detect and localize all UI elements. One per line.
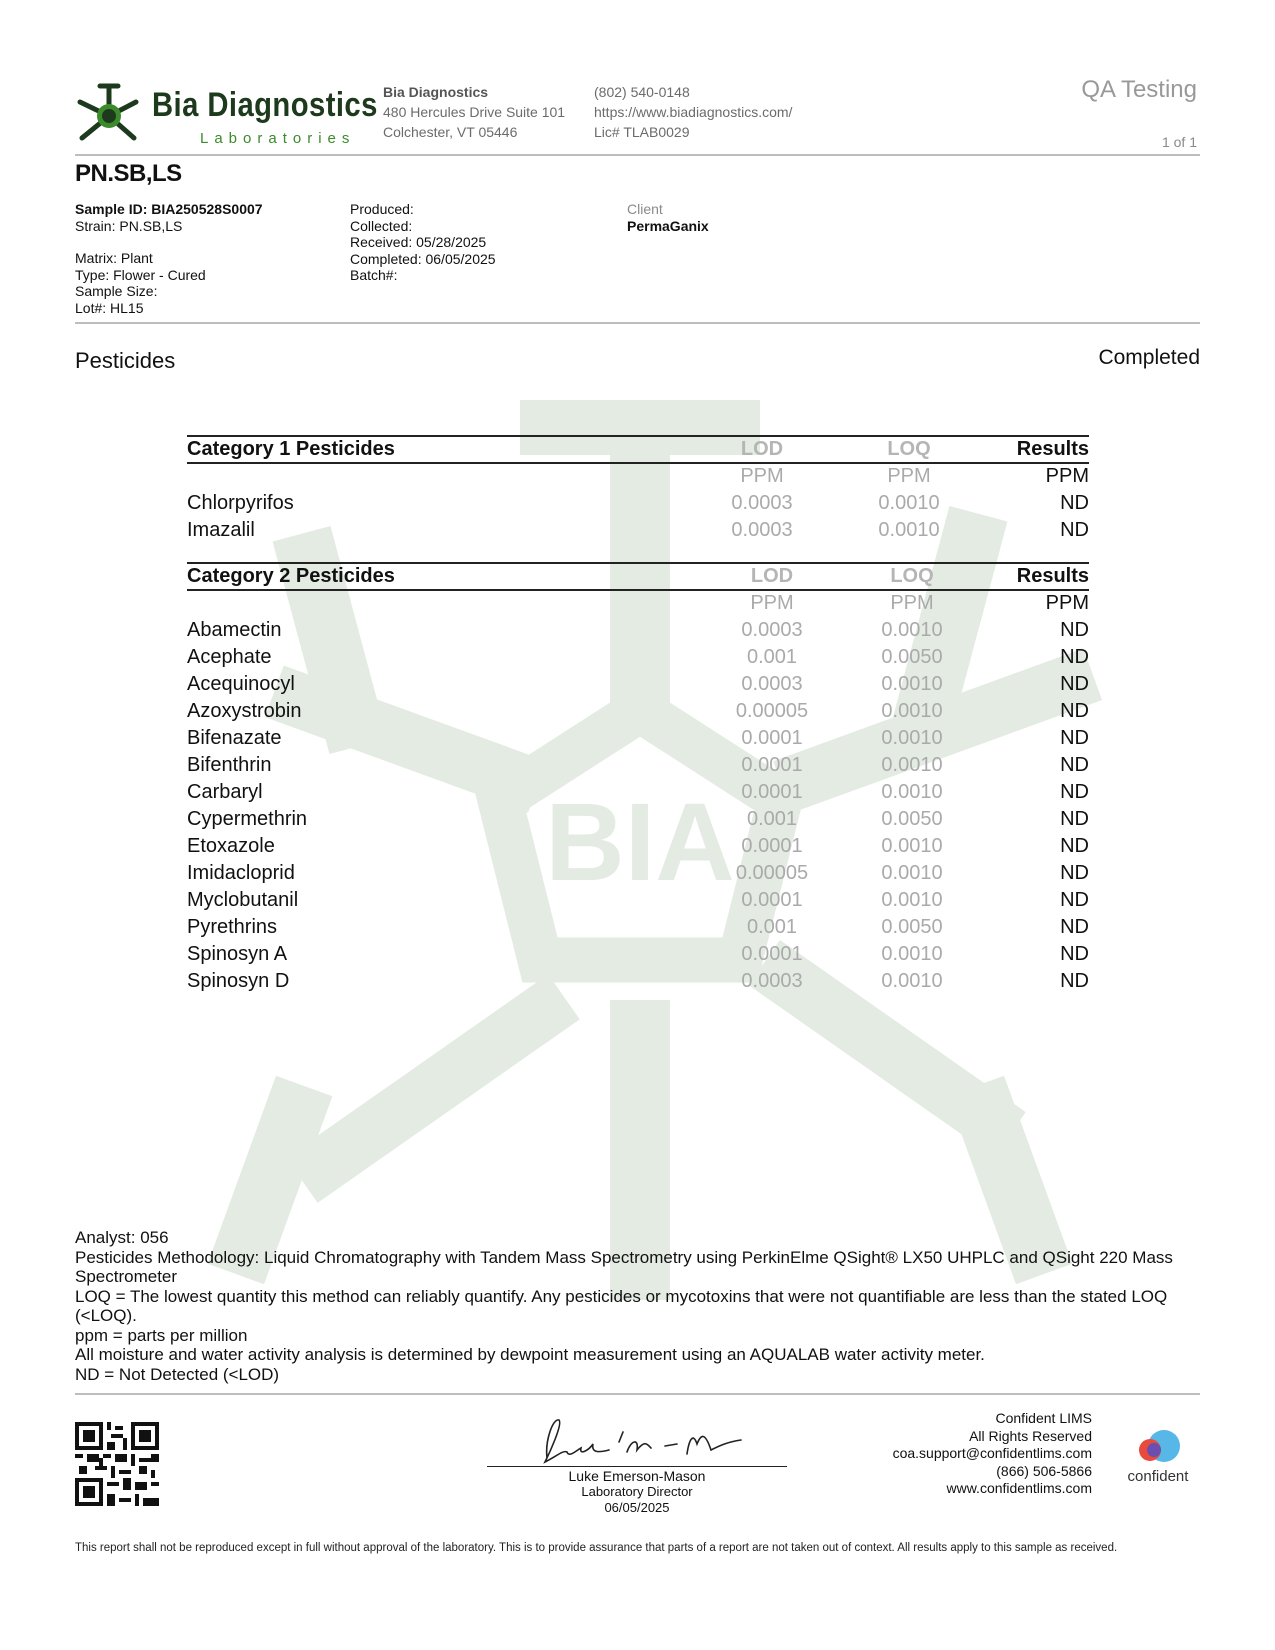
lod-value: 0.0001 — [741, 781, 803, 803]
result-value: ND — [1060, 519, 1089, 541]
sample-strain: Strain: PN.SB,LS — [75, 217, 183, 234]
section-status: Completed — [1098, 346, 1200, 369]
watermark-text: BIA — [545, 781, 735, 904]
table-row — [187, 969, 1089, 996]
date-completed: Completed: 06/05/2025 — [350, 250, 496, 267]
loq-value: 0.0010 — [881, 943, 943, 965]
analyte-name: Cypermethrin — [187, 808, 308, 830]
lod-value: 0.0001 — [741, 943, 803, 965]
analyte-name: Spinosyn D — [187, 970, 290, 992]
results-header: Results — [1016, 565, 1089, 587]
lod-value: 0.0001 — [741, 889, 803, 911]
analyte-name: Bifenazate — [187, 727, 282, 749]
analyte-name: Bifenthrin — [187, 754, 272, 776]
loq-value: 0.0010 — [881, 970, 943, 992]
table-header — [187, 564, 1089, 591]
lab-url[interactable]: https://www.biadiagnostics.com/ — [594, 104, 793, 120]
loq-definition: LOQ = The lowest quantity this method can reliably quantify. Any pesticides or mycotoxins that were not quantifiable are less than the stated LOQ (<LOQ). — [75, 1286, 1168, 1325]
loq-unit: PPM — [890, 592, 934, 614]
lod-header: LOD — [740, 438, 784, 460]
sample-type: Type: Flower - Cured — [75, 266, 206, 283]
result-value: ND — [1060, 646, 1089, 668]
lod-value: 0.00005 — [735, 862, 809, 884]
moisture-note: All moisture and water activity analysis is determined by dewpoint measurement using an AQUALAB water activity meter. — [75, 1345, 985, 1364]
molecule-icon — [74, 80, 144, 152]
lims-email[interactable]: coa.support@confidentlims.com — [892, 1445, 1092, 1461]
loq-value: 0.0050 — [881, 808, 943, 830]
loq-value: 0.0010 — [881, 862, 943, 884]
analyte-name: Abamectin — [187, 619, 282, 641]
footer-divider — [75, 1393, 1200, 1395]
signatory-name: Luke Emerson-Mason — [568, 1468, 706, 1484]
analyte-name: Carbaryl — [187, 781, 263, 803]
page-number: 1 of 1 — [1161, 134, 1197, 150]
lab-address-line1: 480 Hercules Drive Suite 101 — [383, 104, 566, 120]
sample-name: PN.SB,LS — [75, 160, 182, 187]
result-value: ND — [1060, 862, 1089, 884]
lod-value: 0.0001 — [741, 754, 803, 776]
table-title: Category 2 Pesticides — [187, 565, 395, 587]
loq-value: 0.0010 — [881, 754, 943, 776]
client-block — [627, 201, 709, 234]
result-value: ND — [1060, 970, 1089, 992]
date-collected: Collected: — [350, 217, 413, 234]
lab-address-block — [383, 82, 565, 142]
lod-value: 0.00005 — [735, 700, 809, 722]
lims-rights: All Rights Reserved — [969, 1427, 1092, 1444]
table-row — [187, 618, 1089, 645]
result-value: ND — [1060, 727, 1089, 749]
table-row — [187, 672, 1089, 699]
lab-logo — [74, 80, 378, 152]
loq-value: 0.0010 — [878, 492, 940, 514]
client-label: Client — [627, 201, 663, 217]
table-row — [187, 518, 1089, 545]
methodology: Pesticides Methodology: Liquid Chromatography with Tandem Mass Spectrometry using PerkinElme QSight® LX50 UHPLC and QSight 220 Mass Spectrometer — [75, 1247, 1173, 1286]
result-value: ND — [1060, 700, 1089, 722]
ppm-definition: ppm = parts per million — [75, 1325, 248, 1345]
confident-logo-icon — [1118, 1428, 1198, 1468]
brand-sub: Laboratories — [200, 130, 356, 147]
analyte-name: Myclobutanil — [187, 889, 299, 911]
loq-value: 0.0050 — [881, 646, 943, 668]
analyte-name: Pyrethrins — [187, 916, 278, 938]
lab-address-line2: Colchester, VT 05446 — [383, 124, 518, 140]
lod-value: 0.0003 — [731, 519, 793, 541]
signature-image — [527, 1410, 747, 1470]
result-value: ND — [1060, 492, 1089, 514]
date-received: Received: 05/28/2025 — [350, 234, 487, 250]
result-value: ND — [1060, 808, 1089, 830]
lod-value: 0.001 — [746, 916, 798, 938]
result-unit: PPM — [1045, 592, 1089, 614]
lod-value: 0.0003 — [741, 970, 803, 992]
confident-word: confident — [1127, 1468, 1189, 1485]
lims-info — [893, 1410, 1092, 1498]
table-row — [187, 834, 1089, 861]
unit-row — [187, 464, 1089, 491]
loq-header: LOQ — [887, 438, 931, 460]
table-row — [187, 753, 1089, 780]
table-row — [187, 491, 1089, 518]
result-value: ND — [1060, 781, 1089, 803]
sample-matrix: Matrix: Plant — [75, 250, 153, 266]
analyte-name: Imazalil — [187, 519, 255, 541]
table-row — [187, 780, 1089, 807]
analyte-name: Spinosyn A — [187, 943, 288, 965]
analyst: Analyst: 056 — [75, 1228, 169, 1247]
unit-row — [187, 591, 1089, 618]
sample-info — [75, 201, 263, 316]
analyte-name: Chlorpyrifos — [187, 492, 294, 514]
brand-name: Bia Diagnostics — [152, 86, 378, 124]
loq-value: 0.0010 — [881, 700, 943, 722]
result-value: ND — [1060, 619, 1089, 641]
analyte-name: Etoxazole — [187, 835, 275, 857]
qr-code[interactable] — [75, 1422, 159, 1506]
table-row — [187, 942, 1089, 969]
result-value: ND — [1060, 673, 1089, 695]
table-title: Category 1 Pesticides — [187, 438, 395, 460]
nd-definition: ND = Not Detected (<LOD) — [75, 1364, 280, 1384]
signatory-role: Laboratory Director — [581, 1484, 693, 1499]
header-divider — [75, 154, 1200, 156]
sample-lot: Lot#: HL15 — [75, 299, 144, 316]
table-row — [187, 915, 1089, 942]
result-value: ND — [1060, 916, 1089, 938]
result-value: ND — [1060, 754, 1089, 776]
loq-value: 0.0010 — [881, 889, 943, 911]
lims-phone: (866) 506-5866 — [996, 1462, 1092, 1479]
table-row — [187, 699, 1089, 726]
lab-license: Lic# TLAB0029 — [594, 124, 690, 140]
report-title: QA Testing — [1081, 76, 1197, 103]
sample-id: Sample ID: BIA250528S0007 — [75, 201, 263, 217]
loq-value: 0.0010 — [881, 673, 943, 695]
confident-logo — [1118, 1428, 1198, 1488]
loq-value: 0.0010 — [881, 835, 943, 857]
lab-contact-block — [594, 82, 792, 142]
signature-date: 06/05/2025 — [604, 1500, 670, 1515]
lod-value: 0.001 — [746, 808, 798, 830]
table-row — [187, 645, 1089, 672]
lod-value: 0.001 — [746, 646, 798, 668]
loq-unit: PPM — [887, 465, 931, 487]
lod-value: 0.0003 — [741, 619, 803, 641]
info-divider — [75, 322, 1200, 324]
lod-value: 0.0001 — [741, 727, 803, 749]
lod-unit: PPM — [750, 592, 794, 614]
result-value: ND — [1060, 889, 1089, 911]
sample-size: Sample Size: — [75, 283, 158, 299]
result-value: ND — [1060, 943, 1089, 965]
table-row — [187, 807, 1089, 834]
loq-value: 0.0010 — [878, 519, 940, 541]
section-title: Pesticides — [75, 348, 176, 373]
lims-name: Confident LIMS — [995, 1410, 1092, 1426]
lod-value: 0.0001 — [741, 835, 803, 857]
client-name: PermaGanix — [627, 217, 709, 234]
table-row — [187, 888, 1089, 915]
lab-phone: (802) 540-0148 — [594, 84, 690, 100]
lab-name: Bia Diagnostics — [383, 84, 489, 100]
analyte-name: Acephate — [187, 646, 272, 668]
lod-header: LOD — [750, 565, 794, 587]
method-notes — [75, 1228, 1200, 1384]
result-unit: PPM — [1045, 465, 1089, 487]
results-header: Results — [1016, 438, 1089, 460]
loq-value: 0.0010 — [881, 781, 943, 803]
lod-unit: PPM — [740, 465, 784, 487]
lod-value: 0.0003 — [731, 492, 793, 514]
lod-value: 0.0003 — [741, 673, 803, 695]
batch-number: Batch#: — [350, 267, 398, 283]
table-header — [187, 437, 1089, 464]
loq-header: LOQ — [890, 565, 934, 587]
date-produced: Produced: — [350, 201, 414, 217]
table-row — [187, 726, 1089, 753]
category-2-table — [187, 562, 1089, 996]
analyte-name: Azoxystrobin — [187, 700, 302, 722]
analyte-name: Imidacloprid — [187, 862, 295, 884]
loq-value: 0.0010 — [881, 619, 943, 641]
disclaimer: This report shall not be reproduced except in full without approval of the laboratory. This is to provide assurance that parts of a report are not taken out of context. All results apply to this sample as received. — [75, 1542, 1118, 1554]
loq-value: 0.0010 — [881, 727, 943, 749]
result-value: ND — [1060, 835, 1089, 857]
loq-value: 0.0050 — [881, 916, 943, 938]
sample-dates — [350, 201, 496, 284]
lims-url[interactable]: www.confidentlims.com — [946, 1480, 1092, 1496]
analyte-name: Acequinocyl — [187, 673, 295, 695]
category-1-table — [187, 435, 1089, 545]
table-row — [187, 861, 1089, 888]
